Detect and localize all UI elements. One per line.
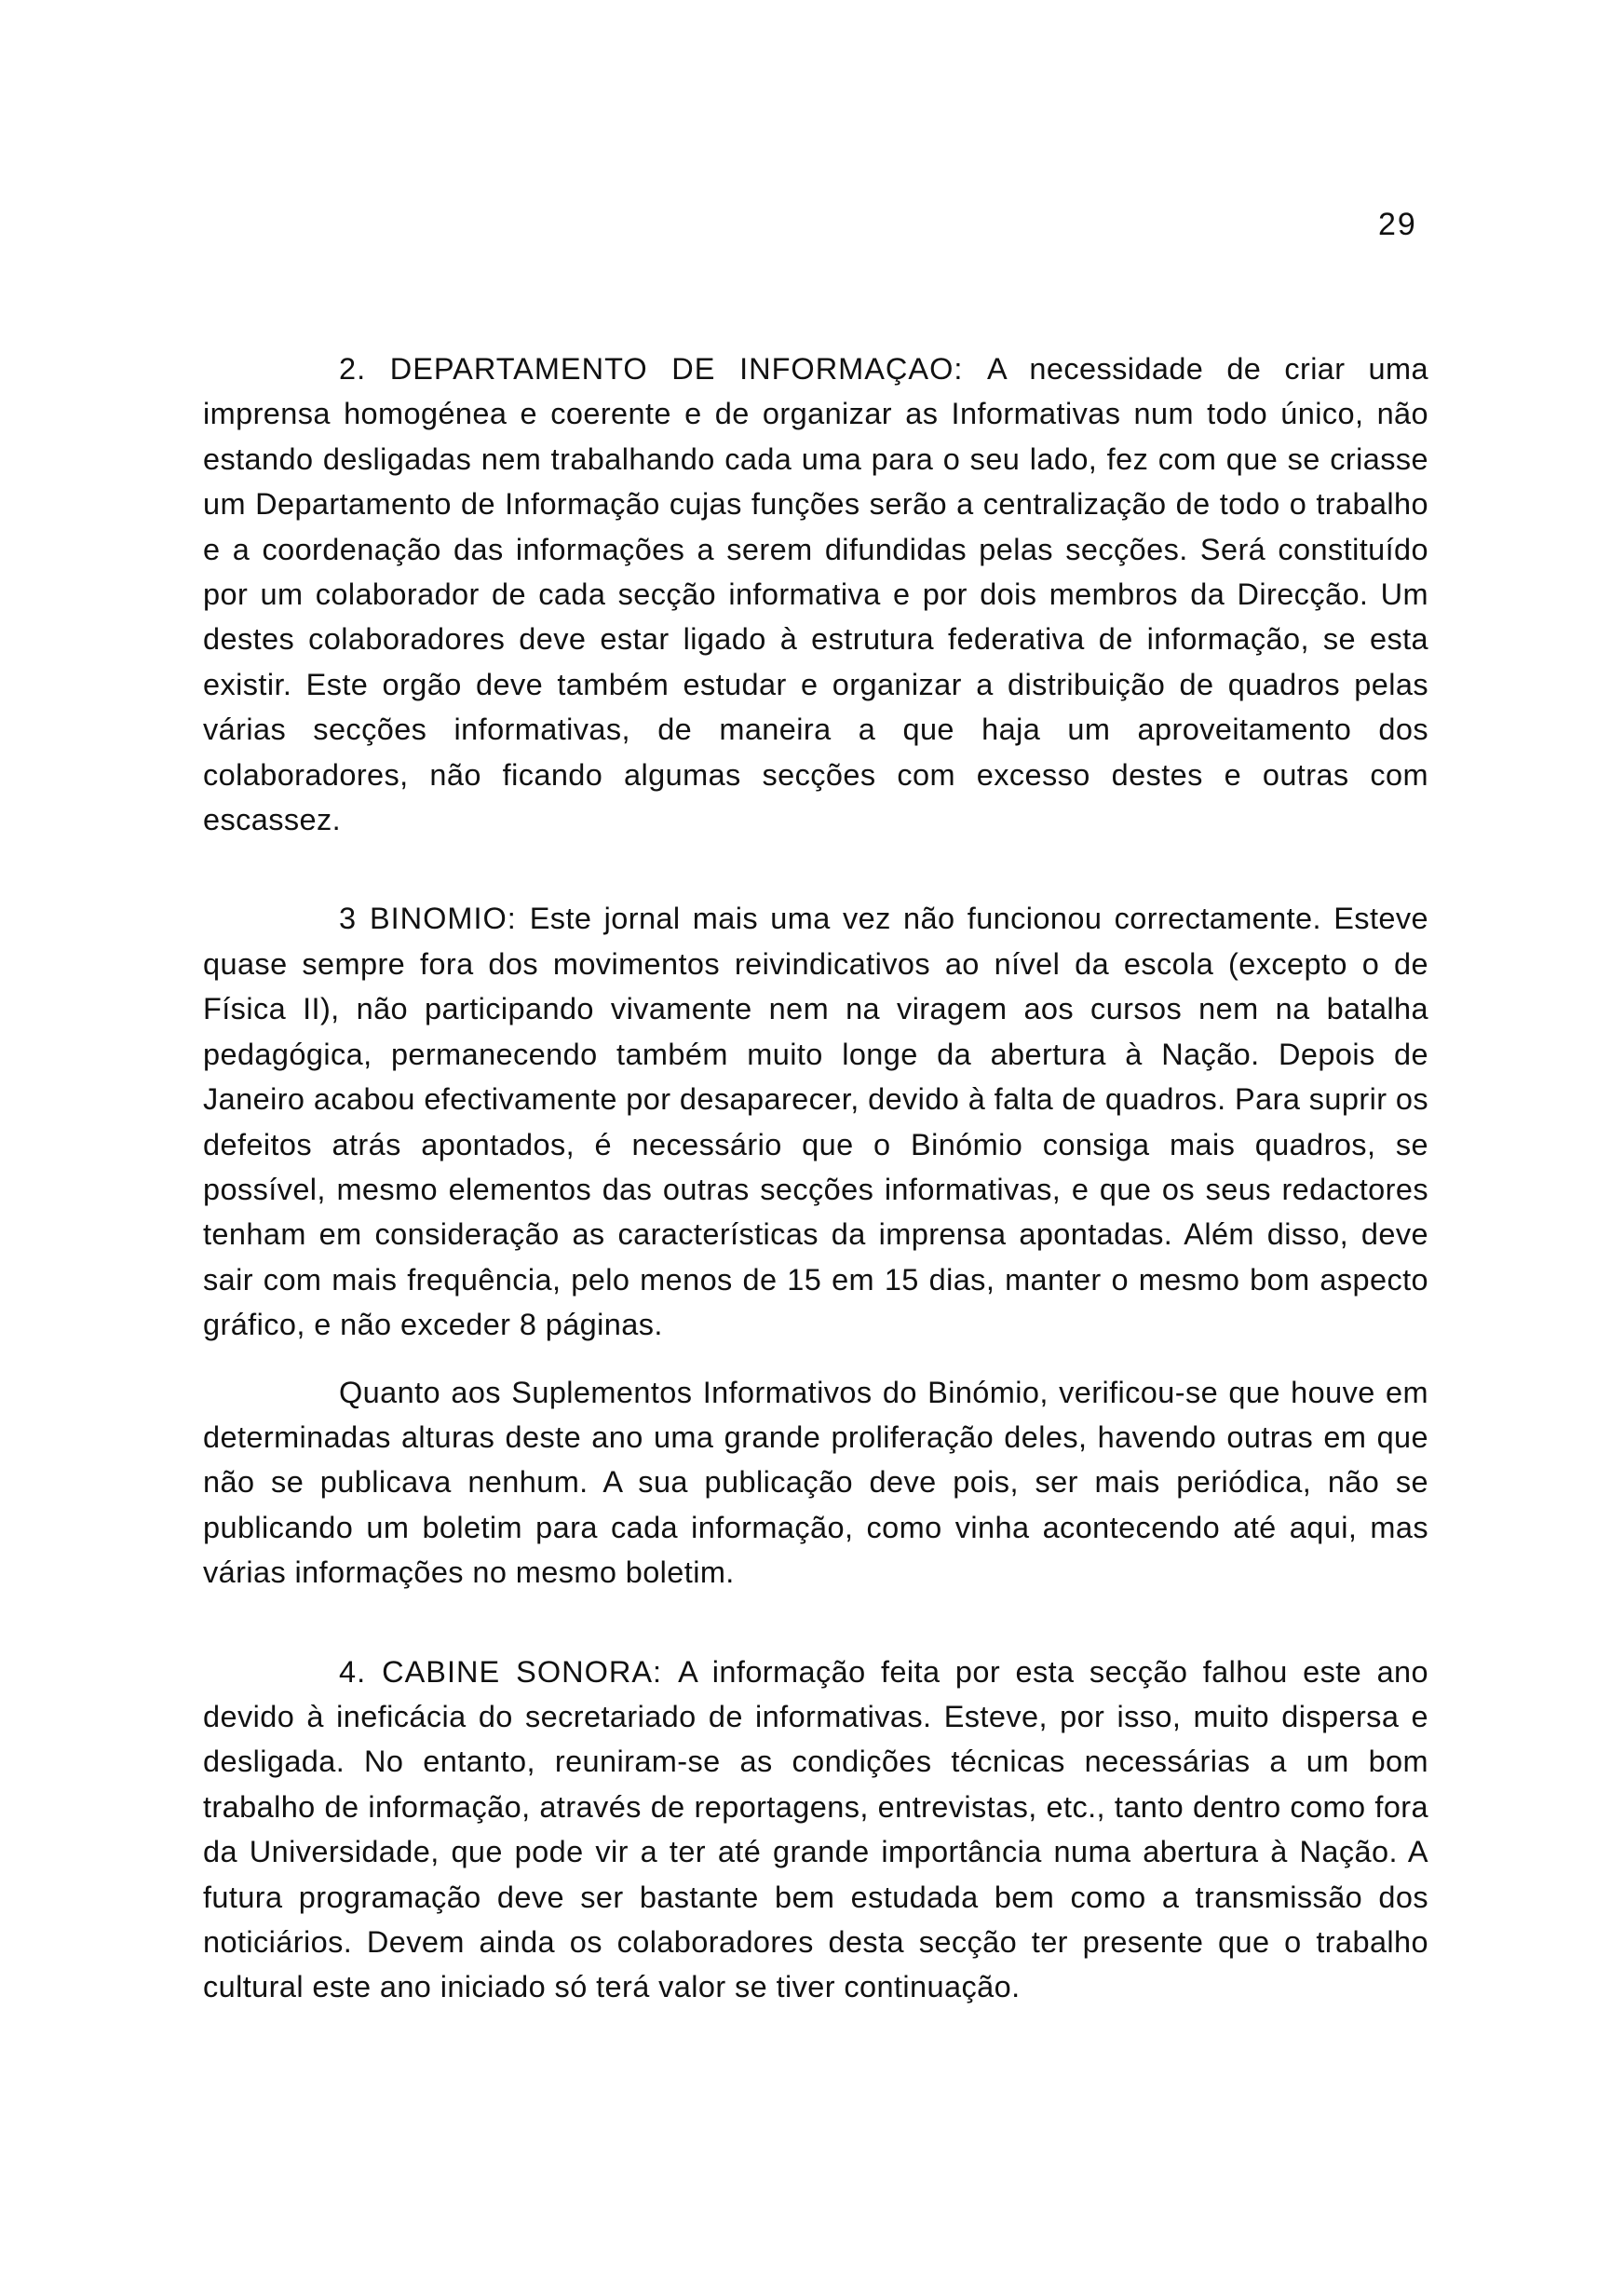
- section-text: A necessidade de criar uma imprensa homogénea e coerente e de organizar as Informativas num todo único, não estando desligadas nem trabalhando cada uma para o seu lado, fez com que se criasse um Departamento de Informação cujas funções serão a centralização de todo o trabalho e a coordenação das informações a serem difundidas pelas secções. Será constituído por um colaborador de cada secção informativa e por dois membros da Direcção. Um destes colaboradores deve estar ligado à estrutura federativa de informação, se esta existir. Este orgão deve também estudar e organizar a distribuição de quadros pelas várias secções informativas, de maneira a que haja um aproveitamento dos colaboradores, não ficando algumas secções com excesso destes e outras com escassez.: [203, 352, 1428, 837]
- document-body: [203, 346, 1428, 2010]
- section-departamento-informacao: [203, 346, 1428, 842]
- section-text: Este jornal mais uma vez não funcionou correctamente. Esteve quase sempre fora dos movimentos reivindicativos ao nível da escola (excepto o de Física II), não participando vivamente nem na viragem aos cursos nem na batalha pedagógica, permanecendo também muito longe da abertura à Nação. Depois de Janeiro acabou efectivamente por desaparecer, devido à falta de quadros. Para suprir os defeitos atrás apontados, é necessário que o Binómio consiga mais quadros, se possível, mesmo elementos das outras secções informativas, e que os seus redactores tenham em consideração as características da imprensa apontadas. Além disso, deve sair com mais frequência, pelo menos de 15 em 15 dias, manter o mesmo bom aspecto gráfico, e não exceder 8 páginas.: [203, 902, 1428, 1342]
- section-cabine-sonora: [203, 1650, 1428, 2010]
- section-binomio: [203, 896, 1428, 1347]
- section-text: A informação feita por esta secção falhou este ano devido à ineficácia do secretariado de informativas. Esteve, por isso, muito dispersa e desligada. No entanto, reuniram-se as condições técnicas necessárias a um bom trabalho de informação, através de reportagens, entrevistas, etc., tanto dentro como fora da Universidade, que pode vir a ter até grande importância numa abertura à Nação. A futura programação deve ser bastante bem estudada bem como a transmissão dos noticiários. Devem ainda os colaboradores desta secção ter presente que o trabalho cultural este ano iniciado só terá valor se tiver continuação.: [203, 1654, 1428, 2004]
- section-suplementos: [203, 1370, 1428, 1596]
- section-heading: 3 BINOMIO:: [339, 902, 530, 936]
- section-text: Quanto aos Suplementos Informativos do Binómio, verificou-se que houve em determinadas alturas deste ano uma grande proliferação deles, havendo outras em que não se publicava nenhum. A sua publicação deve pois, ser mais periódica, não se publicando um boletim para cada informação, como vinha acontecendo até aqui, mas várias informações no mesmo boletim.: [203, 1375, 1428, 1590]
- page-number: 29: [1378, 207, 1417, 242]
- section-heading: 4. CABINE SONORA:: [339, 1654, 679, 1689]
- section-heading: 2. DEPARTAMENTO DE INFORMAÇAO:: [339, 352, 988, 386]
